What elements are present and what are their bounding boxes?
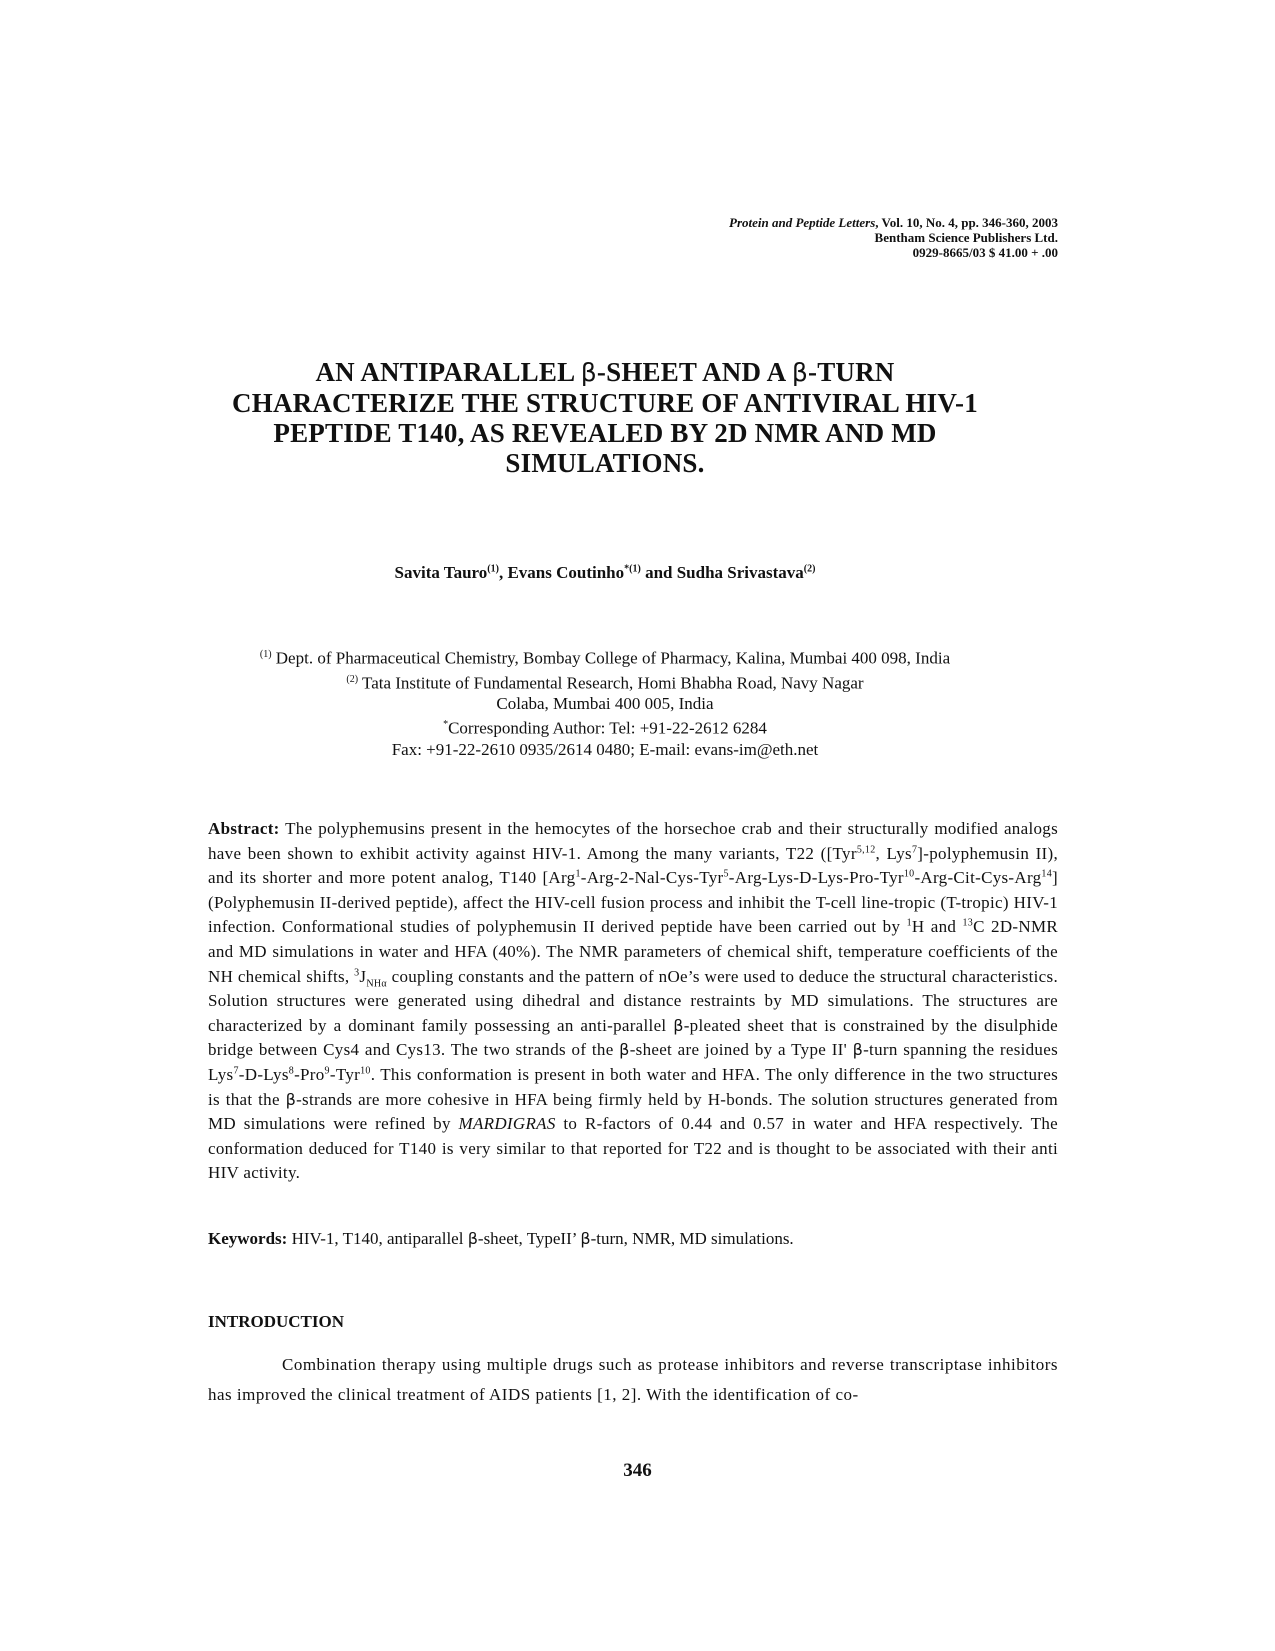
abstract-text: -pleated sheet that is constrained by the disulphide bridge between Cys4 and Cys13. The two strands of the [208,1015,1058,1060]
beta-symbol: β [673,1015,684,1035]
author-name: , Evans Coutinho [498,563,625,582]
title-line-3: PEPTIDE T140, AS REVEALED BY 2D NMR AND MD [273,418,937,448]
beta-symbol: β [580,358,597,387]
abstract-text: . This conformation is present in both water and HFA. The only difference in the two structures is that the [208,1064,1058,1109]
affil-text: Corresponding Author: Tel: +91-22-2612 6284 [448,718,767,738]
affiliations [190,644,1020,760]
abstract [208,817,1058,1186]
affil-marker: * [443,719,449,731]
abstract-text: -Arg-Lys-D-Lys-Pro-Tyr [728,868,904,888]
section-heading-introduction: INTRODUCTION [208,1312,345,1331]
superscript: 5,12 [856,843,876,855]
author-name: and Sudha Srivastava [640,563,804,582]
affiliation-2-city: Colaba, Mumbai 400 005, India [496,694,714,714]
superscript: 7 [911,843,918,855]
affil-text: Tata Institute of Fundamental Research, Homi Bhabha Road, Navy Nagar [358,673,864,693]
author-name: Savita Tauro [394,563,488,582]
superscript: 3 [354,966,360,978]
issn-price: 0929-8665/03 $ 41.00 + .00 [912,245,1058,260]
beta-symbol: β [285,1089,297,1109]
page-number: 346 [623,1460,652,1481]
affil-marker: (1) [259,649,272,660]
superscript: 5 [723,868,729,880]
abstract-text: -turn spanning the residues Lys [208,1040,1058,1084]
superscript: 14 [1041,868,1053,880]
abstract-text: -Arg-2-Nal-Cys-Tyr [580,868,724,888]
software-name: MARDIGRAS [458,1114,556,1134]
abstract-text: , Lys [875,843,912,863]
journal-citation [729,215,1058,230]
abstract-text: C 2D-NMR and MD simulations in water and HFA (40%). The NMR parameters of chemical shift, temperature coefficients of the NH chemical shifts, [208,917,1058,986]
abstract-text: ]-polyphemusin II), and its shorter and more potent analog, T140 [Arg [208,843,1059,888]
beta-symbol: β [791,358,808,387]
superscript: 1 [575,868,581,880]
abstract-text: to R-factors of 0.44 and 0.57 in water and HFA respectively. The conformation deduced for T140 is very similar to that reported for T22 and is thought to be associated with their anti HIV activity. [208,1114,1058,1183]
introduction-paragraph: Combination therapy using multiple drugs such as protease inhibitors and reverse transcriptase inhibitors has improved the clinical treatment of AIDS patients [1, 2]. With the identification of co- [208,1355,1058,1404]
keywords-text: HIV-1, T140, antiparallel [287,1229,468,1248]
superscript: 1 [906,917,912,929]
abstract-text: -Arg-Cit-Cys-Arg [914,868,1042,888]
affil-text: Dept. of Pharmaceutical Chemistry, Bombay College of Pharmacy, Kalina, Mumbai 400 098, India [271,648,951,668]
journal-volume: , Vol. 10, No. 4, pp. 346-360, 2003 [875,215,1058,230]
journal-name: Protein and Peptide Letters [729,215,876,230]
superscript: 10 [903,868,915,880]
journal-header [729,215,1058,260]
abstract-text: -Pro [294,1064,325,1084]
abstract-text: coupling constants and the pattern of nOe’s were used to deduce the structural characteristics. Solution structures were generated using dihedral and distance restraints by MD simulations. The structures are characterized by a dominant family possessing an anti-parallel [208,966,1058,1035]
publisher: Bentham Science Publishers Ltd. [874,230,1058,245]
keywords [208,1229,1058,1249]
superscript: 13 [962,917,974,929]
title-line-1 [190,357,1020,388]
abstract-label: Abstract: [208,819,280,838]
affil-ref: *(1) [624,563,641,575]
affil-marker: (2) [346,673,359,685]
beta-symbol: β [852,1040,864,1060]
affiliation-1 [190,644,1020,669]
corresponding-author [190,714,1020,739]
paper-title [190,357,1020,478]
abstract-text: -D-Lys [238,1064,289,1084]
author-list [190,563,1020,583]
title-line-2: CHARACTERIZE THE STRUCTURE OF ANTIVIRAL HIV-1 [232,388,978,418]
superscript: 10 [360,1065,371,1077]
beta-symbol: β [467,1229,478,1248]
title-text: -TURN [808,357,895,387]
abstract-text: J [359,966,367,986]
affiliation-2 [190,669,1020,694]
abstract-text: H and [911,917,963,937]
affil-ref: (1) [487,563,499,575]
keywords-text: -sheet, TypeII’ [477,1229,581,1248]
superscript: 8 [288,1065,295,1077]
title-text: -SHEET AND A [596,357,792,387]
keywords-text: -turn, NMR, MD simulations. [590,1229,794,1248]
keywords-label: Keywords: [208,1229,288,1248]
abstract-text: The polyphemusins present in the hemocytes of the horsechoe crab and their structurally modified analogs have been shown to exhibit activity against HIV-1. Among the many variants, T22 ([Tyr [208,819,1058,863]
affil-ref: (2) [803,563,816,575]
abstract-text: -sheet are joined by a Type II' [629,1040,853,1060]
contact-fax-email: Fax: +91-22-2610 0935/2614 0480; E-mail: evans-im@eth.net [391,739,819,759]
abstract-text: -Tyr [329,1064,361,1084]
title-text: AN ANTIPARALLEL [315,357,581,387]
title-line-4: SIMULATIONS. [505,448,705,478]
abstract-text: -strands are more cohesive in HFA being firmly held by H-bonds. The solution structures generated from MD simulations were refined by [208,1089,1058,1134]
subscript: NHα [366,977,387,989]
superscript: 9 [324,1065,330,1077]
abstract-text: ] (Polyphemusin II-derived peptide), affect the HIV-cell fusion process and inhibit the T-cell line-tropic (T-tropic) HIV-1 infection. Conformational studies of polyphemusin II derived peptide have been carried out by [208,868,1058,937]
superscript: 7 [233,1065,239,1077]
beta-symbol: β [619,1040,630,1060]
beta-symbol: β [580,1229,591,1248]
